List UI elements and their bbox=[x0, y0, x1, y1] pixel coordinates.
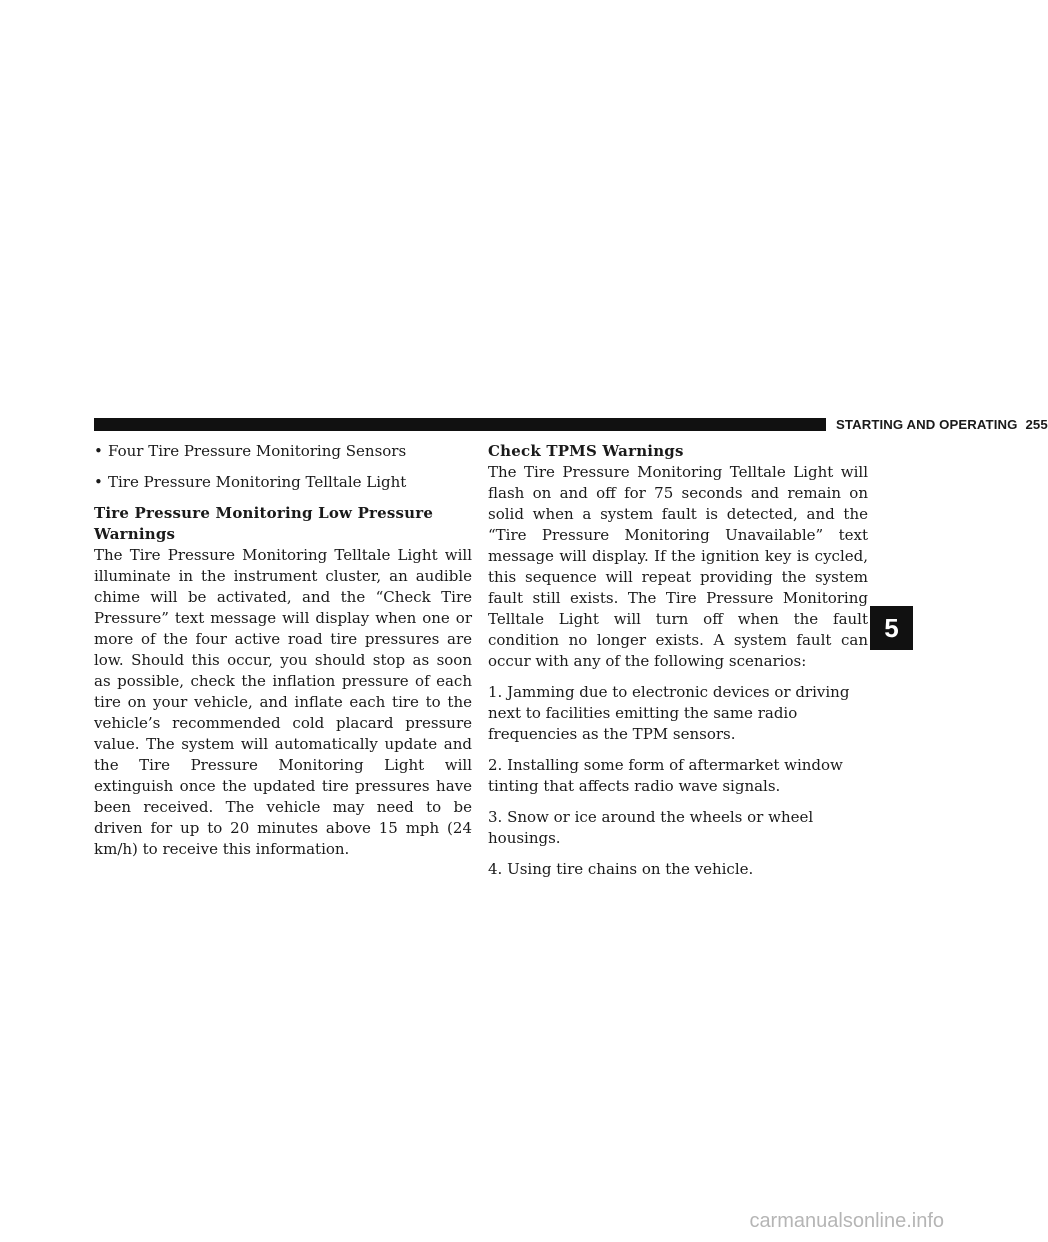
header-rule bbox=[94, 418, 826, 431]
list-item bbox=[94, 441, 472, 462]
bullet-icon: • bbox=[94, 442, 103, 460]
body-paragraph: The Tire Pressure Monitoring Telltale Light will flash on and off for 75 seconds and remain on solid when a system fault is detected, and the “Tire Pressure Monitoring Unavailable” text message will display. If the ignition key is cycled, this sequence will repeat providing the system fault still exists. The Tire Pressure Monitoring Telltale Light will turn off when the fault condition no longer exists. A system fault can occur with any of the following scenarios: bbox=[488, 463, 868, 670]
bullet-list bbox=[94, 441, 472, 493]
scenario-list bbox=[488, 682, 868, 880]
section-heading: Check TPMS Warnings bbox=[488, 442, 684, 460]
list-item bbox=[94, 472, 472, 493]
section-heading: Tire Pressure Monitoring Low Pressure Warnings bbox=[94, 504, 434, 543]
chapter-tab: 5 bbox=[870, 606, 913, 650]
right-column bbox=[488, 441, 868, 890]
bullet-text: Four Tire Pressure Monitoring Sensors bbox=[108, 442, 407, 460]
list-item: 1. Jamming due to electronic devices or driving next to facilities emitting the same radio frequencies as the TPM sensors. bbox=[488, 683, 850, 743]
section-title: STARTING AND OPERATING bbox=[836, 417, 1018, 432]
body-paragraph: The Tire Pressure Monitoring Telltale Light will illuminate in the instrument cluster, an audible chime will be activated, and the “Check Tire Pressure” text message will display when one or more of the four active road tire pressures are low. Should this occur, you should stop as soon as possible, check the inflation pressure of each tire on your vehicle, and inflate each tire to the vehicle’s recommended cold placard pressure value. The system will automatically update and the Tire Pressure Monitoring Light will extinguish once the updated tire pressures have been received. The vehicle may need to be driven for up to 20 minutes above 15 mph (24 km/h) to receive this information. bbox=[94, 546, 472, 858]
running-header bbox=[836, 417, 1048, 433]
bullet-text: Tire Pressure Monitoring Telltale Light bbox=[108, 473, 407, 491]
list-item: 3. Snow or ice around the wheels or wheel housings. bbox=[488, 808, 814, 847]
bullet-icon: • bbox=[94, 473, 103, 491]
left-column bbox=[94, 441, 472, 870]
list-item: 2. Installing some form of aftermarket window tinting that affects radio wave signals. bbox=[488, 756, 843, 795]
list-item: 4. Using tire chains on the vehicle. bbox=[488, 860, 754, 878]
watermark: carmanualsonline.info bbox=[749, 1210, 944, 1232]
page-number: 255 bbox=[1025, 417, 1048, 432]
